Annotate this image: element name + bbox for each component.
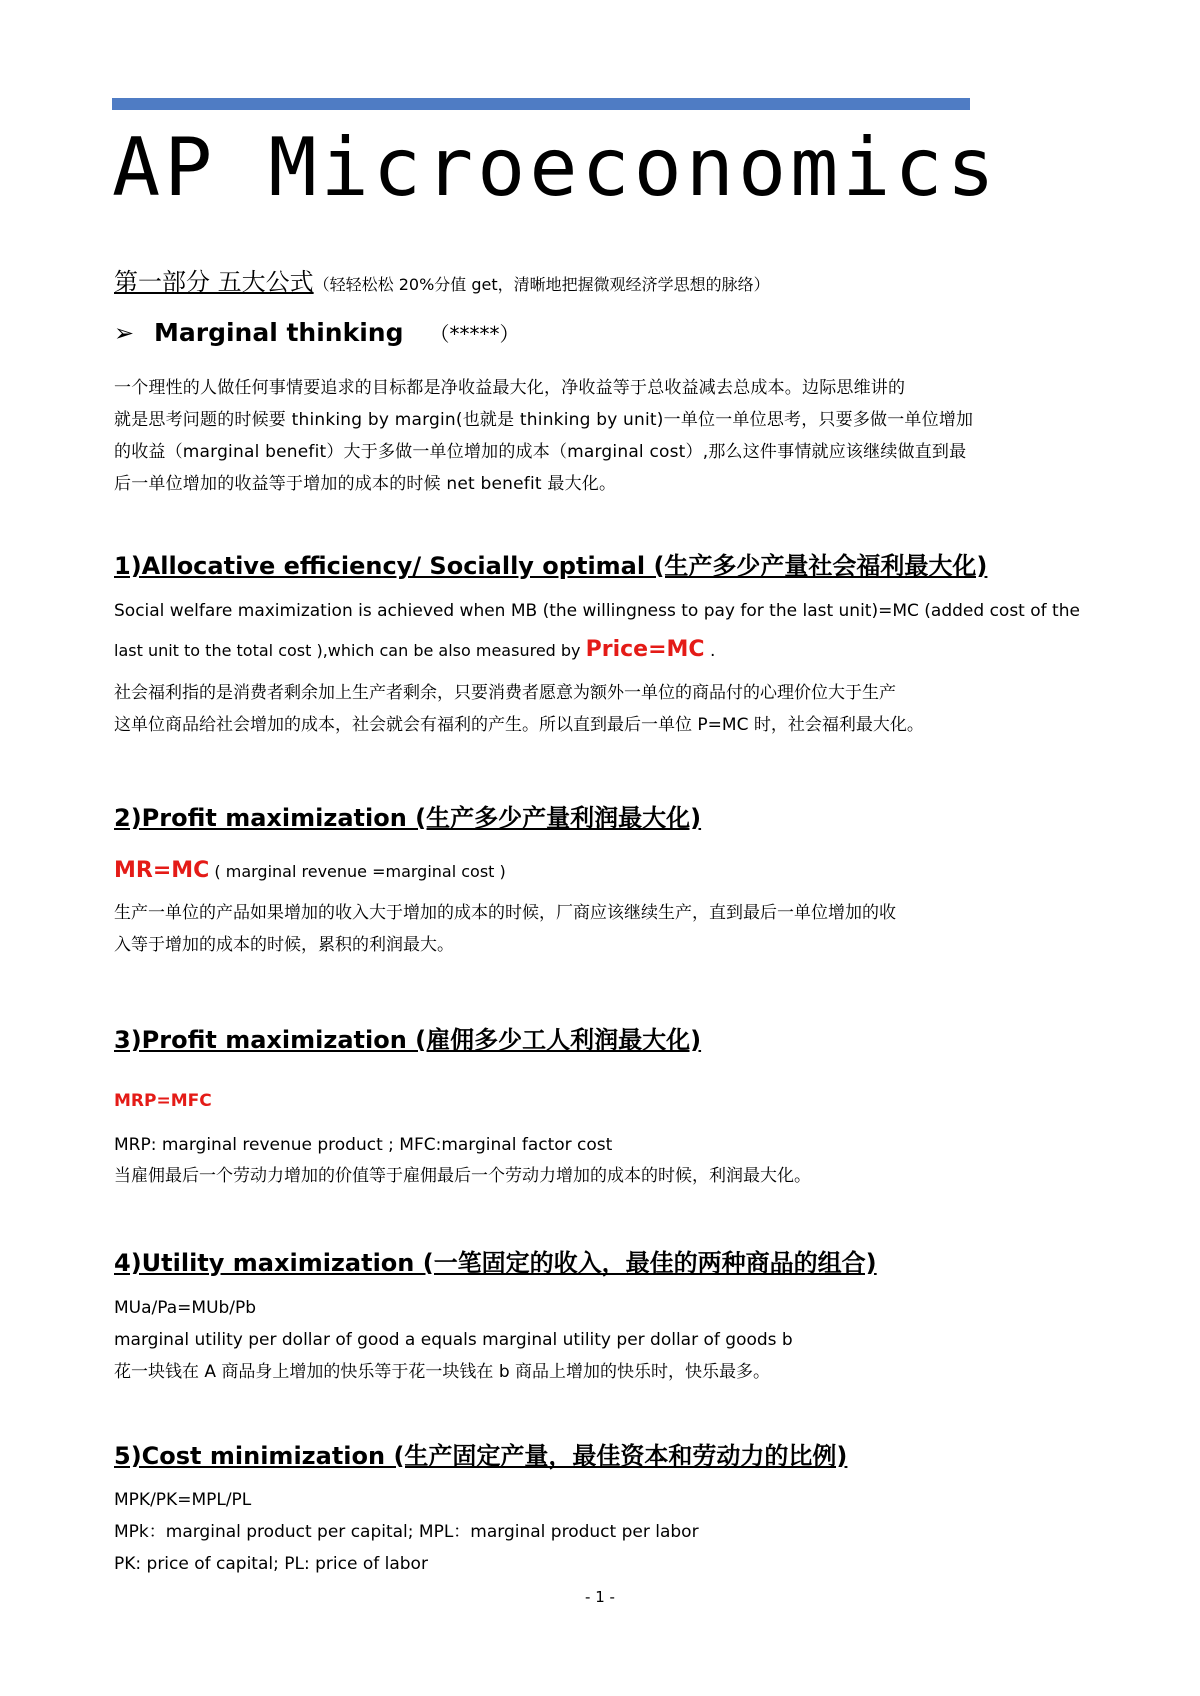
s2-formula-line xyxy=(114,854,1104,889)
bullet-header xyxy=(114,318,520,347)
s1-cn2: 这单位商品给社会增加的成本，社会就会有福利的产生。所以直到最后一单位 P=MC 时，社会福利最大化。 xyxy=(114,715,924,735)
s1-line2-text: last unit to the total cost ),which can be also measured by xyxy=(114,641,586,660)
arrow-bullet-icon: ➢ xyxy=(114,318,135,347)
s1-line2 xyxy=(114,628,1104,673)
title-accent-bar xyxy=(112,98,970,110)
s4-formula: MUa/Pa=MUb/Pb xyxy=(114,1298,257,1318)
section-heading: 2)Profit maximization (生产多少产量利润最大化) xyxy=(114,804,702,832)
part-note: （轻轻松松 20%分值 get，清晰地把握微观经济学思想的脉络） xyxy=(313,275,770,294)
section-5-body xyxy=(114,1484,1104,1580)
intro-line: 一个理性的人做任何事情要追求的目标都是净收益最大化，净收益等于总收益减去总成本。边际思维讲的 xyxy=(114,378,906,398)
s5-def1: MPk：marginal product per capital; MPL：marginal product per labor xyxy=(114,1522,699,1542)
section-heading: 3)Profit maximization (雇佣多少工人利润最大化) xyxy=(114,1026,702,1054)
s3-cn: 当雇佣最后一个劳动力增加的价值等于雇佣最后一个劳动力增加的成本的时候，利润最大化。 xyxy=(114,1166,811,1186)
page-number: - 1 - xyxy=(585,1588,615,1606)
section-heading: 4)Utility maximization (一笔固定的收入，最佳的两种商品的组合) xyxy=(114,1249,877,1277)
s2-cn2: 入等于增加的成本的时候，累积的利润最大。 xyxy=(114,935,454,955)
s1-line1: Social welfare maximization is achieved when MB (the willingness to pay for the last unit)=MC (added cost of the xyxy=(114,601,1080,621)
s4-cn: 花一块钱在 A 商品身上增加的快乐等于花一块钱在 b 商品上增加的快乐时，快乐最多。 xyxy=(114,1362,771,1382)
section-3 xyxy=(114,1020,1104,1055)
s3-definition: MRP: marginal revenue product ; MFC:marginal factor cost xyxy=(114,1135,613,1155)
section-4-body xyxy=(114,1292,1104,1388)
section-2 xyxy=(114,798,1104,833)
intro-paragraph xyxy=(114,372,1104,500)
section-1-body xyxy=(114,594,1104,741)
section-heading: 1)Allocative efficiency/ Socially optimal (生产多少产量社会福利最大化) xyxy=(114,552,988,580)
bullet-title: Marginal thinking xyxy=(154,318,404,347)
intro-line: 就是思考问题的时候要 thinking by margin(也就是 thinking by unit)一单位一单位思考，只要多做一单位增加 xyxy=(114,410,974,430)
part-heading: 第一部分 五大公式 xyxy=(114,268,314,296)
s5-formula: MPK/PK=MPL/PL xyxy=(114,1490,252,1510)
s1-cn1: 社会福利指的是消费者剩余加上生产者剩余，只要消费者愿意为额外一单位的商品付的心理价位大于生产 xyxy=(114,683,896,703)
mr-mc-formula: MR=MC xyxy=(114,858,210,883)
s1-line2-end: . xyxy=(704,641,716,661)
section-4 xyxy=(114,1243,1104,1278)
s2-cn1: 生产一单位的产品如果增加的收入大于增加的成本的时候，厂商应该继续生产，直到最后一单位增加的收 xyxy=(114,903,896,923)
document-title: AP Microeconomics xyxy=(112,121,999,214)
s2-formula-note: ( marginal revenue =marginal cost ) xyxy=(209,862,506,881)
part-header xyxy=(114,262,770,297)
s4-english: marginal utility per dollar of good a equals marginal utility per dollar of goods b xyxy=(114,1330,793,1350)
intro-line: 的收益（marginal benefit）大于多做一单位增加的成本（marginal cost）,那么这件事情就应该继续做直到最 xyxy=(114,442,967,462)
section-3-body xyxy=(114,1084,1104,1192)
price-mc-formula: Price=MC xyxy=(585,637,705,662)
section-heading: 5)Cost minimization (生产固定产量，最佳资本和劳动力的比例) xyxy=(114,1442,848,1470)
section-5 xyxy=(114,1436,1104,1471)
section-1 xyxy=(114,546,1104,581)
s5-def2: PK: price of capital; PL: price of labor xyxy=(114,1554,428,1574)
intro-line: 后一单位增加的收益等于增加的成本的时候 net benefit 最大化。 xyxy=(114,474,617,494)
section-2-body xyxy=(114,854,1104,961)
mrp-mfc-formula: MRP=MFC xyxy=(114,1091,212,1111)
importance-stars: （*****） xyxy=(429,322,520,346)
